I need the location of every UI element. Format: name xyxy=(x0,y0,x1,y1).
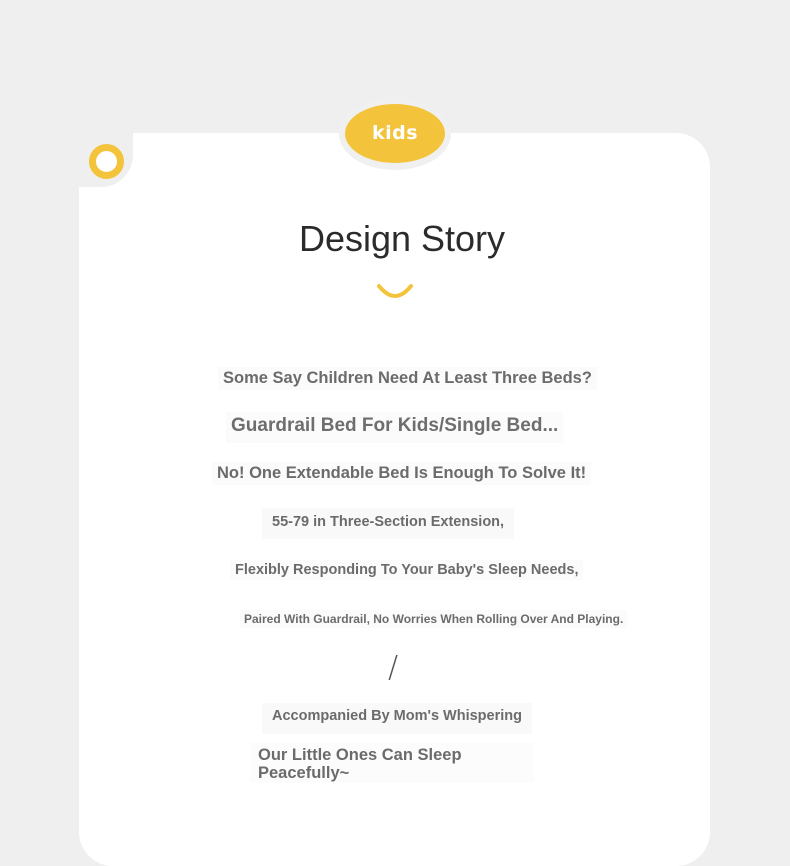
ring-icon xyxy=(89,144,124,179)
story-line-8 xyxy=(250,743,534,783)
page-title-text: Design Story xyxy=(298,218,506,259)
smile-icon xyxy=(377,272,413,301)
story-line-1: Some Say Children Need At Least Three Beds? xyxy=(218,367,597,390)
kids-badge xyxy=(345,104,445,163)
story-divider: / xyxy=(388,650,399,685)
story-line-7: Accompanied By Mom's Whispering xyxy=(262,703,532,734)
story-line-5: Flexibly Responding To Your Baby's Sleep Needs, xyxy=(230,560,583,580)
story-line-3: No! One Extendable Bed Is Enough To Solve It! xyxy=(212,462,591,485)
kids-badge-label: kids xyxy=(371,121,419,144)
story-line-2: Guardrail Bed For Kids/Single Bed... xyxy=(226,412,563,443)
story-line-6: Paired With Guardrail, No Worries When Rolling Over And Playing. xyxy=(240,610,627,628)
story-line-8-text: Our Little Ones Can Sleep Peacefully~ xyxy=(258,746,462,782)
story-line-4: 55-79 in Three-Section Extension, xyxy=(262,508,514,539)
page-title xyxy=(0,218,790,260)
